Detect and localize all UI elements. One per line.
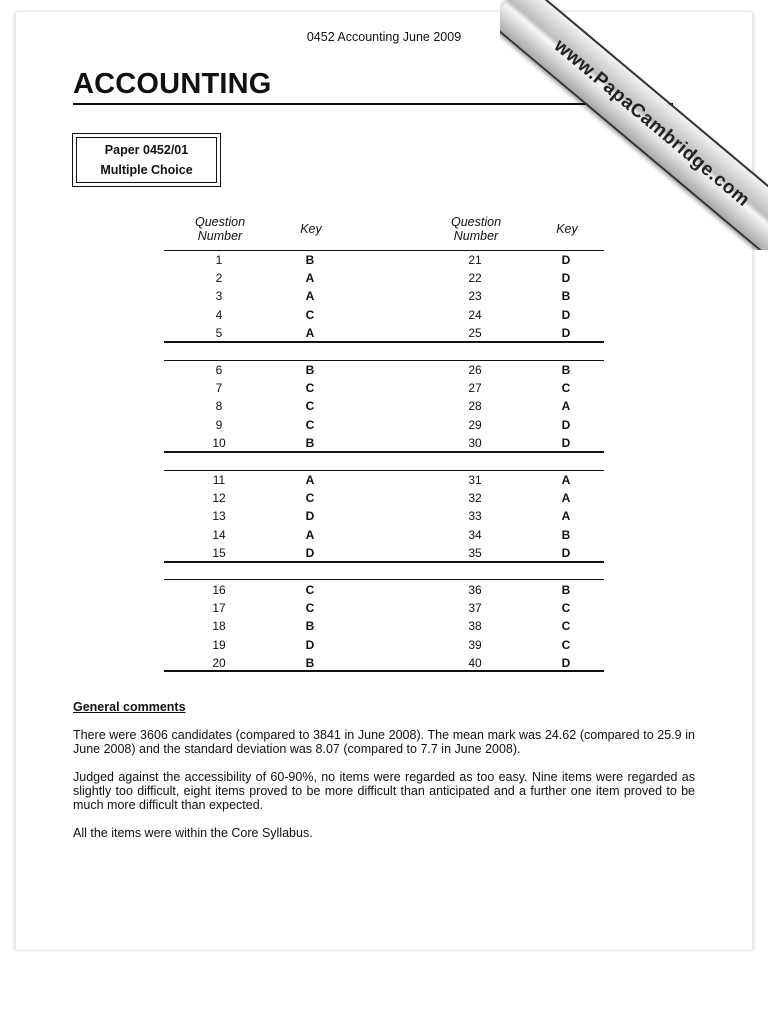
answer-key: B [305, 435, 315, 450]
answer-key: C [305, 399, 315, 414]
answer-key: D [561, 325, 571, 340]
answer-key: A [305, 325, 315, 340]
answer-key: D [561, 435, 571, 450]
answer-key: D [561, 307, 571, 322]
answer-key: D [561, 655, 571, 670]
question-number: 13 [212, 509, 226, 524]
answer-key: A [305, 289, 315, 304]
answer-key: C [561, 381, 571, 396]
table-rule [164, 470, 604, 471]
watermark-ribbon [500, 0, 768, 250]
answer-key: C [305, 583, 315, 597]
question-number: 30 [468, 435, 482, 450]
answer-key: B [561, 363, 571, 377]
answer-key: A [561, 491, 571, 506]
question-number: 33 [468, 509, 482, 524]
header-question-number-left: Question Number [194, 215, 246, 243]
running-header: 0452 Accounting June 2009 [306, 30, 462, 44]
question-number: 29 [468, 417, 482, 432]
header-question-number-right: Question Number [450, 215, 502, 243]
paper-code: Paper 0452/01 [104, 143, 189, 157]
answer-key: A [561, 399, 571, 414]
answer-key: D [561, 253, 571, 267]
question-number: 14 [212, 527, 226, 542]
answer-key: D [561, 545, 571, 560]
paper-name: Multiple Choice [100, 163, 193, 177]
table-rule [164, 250, 604, 251]
answer-key: D [561, 417, 571, 432]
answer-key: B [561, 527, 571, 542]
question-number: 9 [215, 417, 223, 432]
question-number: 21 [468, 253, 482, 267]
comments-heading: General comments [73, 700, 186, 714]
question-number: 20 [212, 655, 226, 670]
page-title: ACCOUNTING [73, 68, 272, 100]
comments-paragraph-3: All the items were within the Core Syllabus. [73, 826, 313, 840]
question-number: 19 [212, 637, 226, 652]
question-number: 16 [212, 583, 226, 597]
answer-key: D [305, 637, 315, 652]
answer-key: D [305, 545, 315, 560]
table-rule [164, 579, 604, 580]
answer-key: C [305, 491, 315, 506]
answer-key: B [305, 619, 315, 634]
header-key-right: Key [556, 222, 578, 236]
paper-info-box [72, 133, 221, 187]
question-number: 31 [468, 473, 482, 487]
watermark-text: www.PapaCambridge.com [549, 35, 754, 212]
question-number: 12 [212, 491, 226, 506]
question-number: 34 [468, 527, 482, 542]
question-number: 26 [468, 363, 482, 377]
answer-key: C [561, 619, 571, 634]
table-rule [164, 561, 604, 563]
answer-key: B [561, 583, 571, 597]
header-key-left: Key [300, 222, 322, 236]
answer-key: B [305, 363, 315, 377]
question-number: 10 [212, 435, 226, 450]
watermark-banner [500, 0, 768, 250]
answer-key: C [561, 637, 571, 652]
question-number: 15 [212, 545, 226, 560]
answer-key: A [305, 527, 315, 542]
question-number: 39 [468, 637, 482, 652]
question-number: 32 [468, 491, 482, 506]
answer-key: B [561, 289, 571, 304]
question-number: 24 [468, 307, 482, 322]
answer-key: C [561, 601, 571, 616]
question-number: 36 [468, 583, 482, 597]
question-number: 23 [468, 289, 482, 304]
answer-key: C [305, 417, 315, 432]
question-number: 6 [215, 363, 223, 377]
answer-key: A [561, 509, 571, 524]
table-rule [164, 451, 604, 453]
question-number: 18 [212, 619, 226, 634]
question-number: 17 [212, 601, 226, 616]
answer-key: D [305, 509, 315, 524]
table-rule [164, 670, 604, 672]
question-number: 1 [215, 253, 223, 267]
comments-paragraph-2: Judged against the accessibility of 60-90%, no items were regarded as too easy. Nine items were regarded as slightly too difficult, eight items proved to be more difficult than anticipated and a further one item proved to be much more difficult than expected. [73, 770, 695, 812]
question-number: 2 [215, 271, 223, 286]
answer-key: C [305, 381, 315, 396]
question-number: 8 [215, 399, 223, 414]
question-number: 28 [468, 399, 482, 414]
question-number: 22 [468, 271, 482, 286]
question-number: 38 [468, 619, 482, 634]
answer-key: B [305, 655, 315, 670]
question-number: 11 [212, 473, 226, 487]
question-number: 7 [215, 381, 223, 396]
table-rule [164, 360, 604, 361]
comments-paragraph-1: There were 3606 candidates (compared to 3841 in June 2008). The mean mark was 24.62 (compared to 25.9 in June 2008) and the standard deviation was 8.07 (compared to 7.7 in June 2008). [73, 728, 695, 756]
question-number: 25 [468, 325, 482, 340]
question-number: 4 [215, 307, 223, 322]
answer-key: C [305, 601, 315, 616]
question-number: 40 [468, 655, 482, 670]
answer-key: B [305, 253, 315, 267]
question-number: 27 [468, 381, 482, 396]
answer-key: D [561, 271, 571, 286]
answer-key: A [305, 271, 315, 286]
answer-key: C [305, 307, 315, 322]
table-rule [164, 341, 604, 343]
question-number: 5 [215, 325, 223, 340]
answer-key: A [305, 473, 315, 487]
question-number: 3 [215, 289, 223, 304]
answer-key: A [561, 473, 571, 487]
question-number: 35 [468, 545, 482, 560]
question-number: 37 [468, 601, 482, 616]
